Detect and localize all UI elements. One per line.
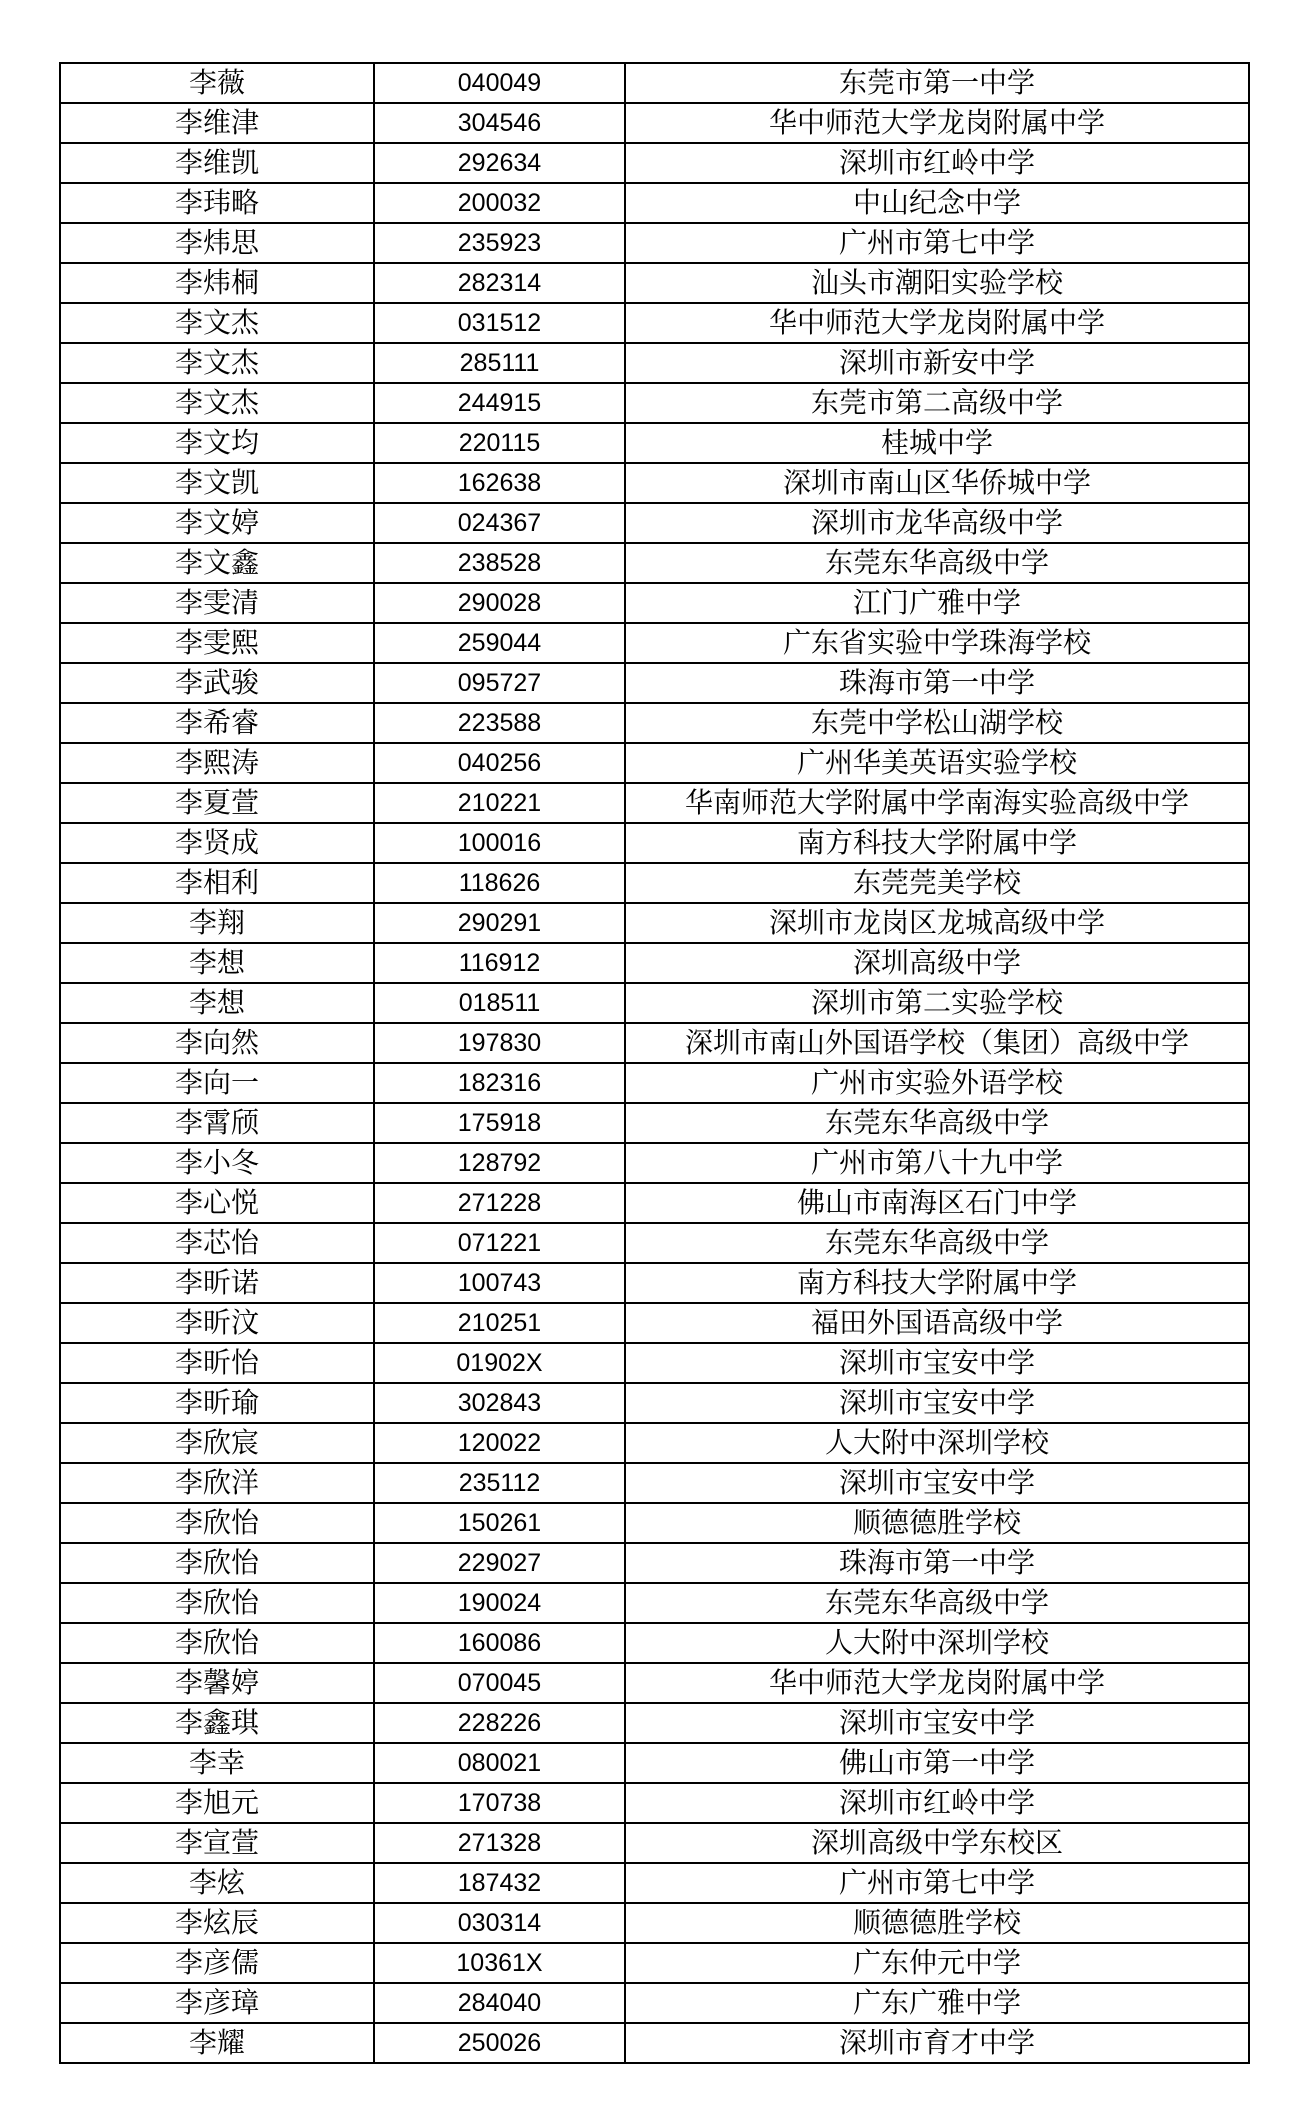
- student-id-cell: 160086: [374, 1623, 625, 1663]
- table-row: [60, 1783, 1249, 1823]
- school-name-cell: 深圳市红岭中学: [625, 143, 1249, 183]
- school-name-cell: 华南师范大学附属中学南海实验高级中学: [625, 783, 1249, 823]
- student-name-cell: 李心悦: [60, 1183, 374, 1223]
- table-row: [60, 1343, 1249, 1383]
- student-id-cell: 235112: [374, 1463, 625, 1503]
- table-row: [60, 143, 1249, 183]
- student-id-cell: 271228: [374, 1183, 625, 1223]
- student-id-cell: 210221: [374, 783, 625, 823]
- school-name-cell: 顺德德胜学校: [625, 1503, 1249, 1543]
- student-id-cell: 01902X: [374, 1343, 625, 1383]
- school-name-cell: 深圳市南山外国语学校（集团）高级中学: [625, 1023, 1249, 1063]
- school-name-cell: 福田外国语高级中学: [625, 1303, 1249, 1343]
- table-row: [60, 1023, 1249, 1063]
- school-name-cell: 广州市第七中学: [625, 1863, 1249, 1903]
- school-name-cell: 华中师范大学龙岗附属中学: [625, 1663, 1249, 1703]
- student-name-cell: 李霄颀: [60, 1103, 374, 1143]
- table-row: [60, 1623, 1249, 1663]
- student-id-cell: 024367: [374, 503, 625, 543]
- student-id-cell: 223588: [374, 703, 625, 743]
- student-id-cell: 100743: [374, 1263, 625, 1303]
- student-name-cell: 李想: [60, 943, 374, 983]
- school-name-cell: 广州市实验外语学校: [625, 1063, 1249, 1103]
- school-name-cell: 深圳市龙华高级中学: [625, 503, 1249, 543]
- table-row: [60, 1063, 1249, 1103]
- student-name-cell: 李鑫琪: [60, 1703, 374, 1743]
- school-name-cell: 广州市第八十九中学: [625, 1143, 1249, 1183]
- school-name-cell: 深圳市红岭中学: [625, 1783, 1249, 1823]
- student-name-cell: 李向一: [60, 1063, 374, 1103]
- roster-table: [59, 62, 1250, 2064]
- table-row: [60, 183, 1249, 223]
- school-name-cell: 顺德德胜学校: [625, 1903, 1249, 1943]
- school-name-cell: 深圳市宝安中学: [625, 1463, 1249, 1503]
- student-name-cell: 李昕瑜: [60, 1383, 374, 1423]
- table-row: [60, 423, 1249, 463]
- school-name-cell: 东莞东华高级中学: [625, 1223, 1249, 1263]
- table-row: [60, 703, 1249, 743]
- student-name-cell: 李昕汶: [60, 1303, 374, 1343]
- school-name-cell: 江门广雅中学: [625, 583, 1249, 623]
- table-row: [60, 463, 1249, 503]
- school-name-cell: 东莞中学松山湖学校: [625, 703, 1249, 743]
- student-id-cell: 10361X: [374, 1943, 625, 1983]
- table-row: [60, 383, 1249, 423]
- student-id-cell: 290291: [374, 903, 625, 943]
- student-name-cell: 李欣怡: [60, 1583, 374, 1623]
- table-row: [60, 1503, 1249, 1543]
- student-name-cell: 李芯怡: [60, 1223, 374, 1263]
- student-id-cell: 284040: [374, 1983, 625, 2023]
- table-row: [60, 1743, 1249, 1783]
- school-name-cell: 东莞莞美学校: [625, 863, 1249, 903]
- school-name-cell: 深圳市第二实验学校: [625, 983, 1249, 1023]
- student-name-cell: 李馨婷: [60, 1663, 374, 1703]
- table-row: [60, 1183, 1249, 1223]
- student-name-cell: 李薇: [60, 63, 374, 103]
- table-row: [60, 1823, 1249, 1863]
- student-name-cell: 李维凯: [60, 143, 374, 183]
- student-id-cell: 292634: [374, 143, 625, 183]
- table-row: [60, 1943, 1249, 1983]
- table-row: [60, 863, 1249, 903]
- student-name-cell: 李贤成: [60, 823, 374, 863]
- school-name-cell: 广东仲元中学: [625, 1943, 1249, 1983]
- student-id-cell: 040049: [374, 63, 625, 103]
- student-name-cell: 李相利: [60, 863, 374, 903]
- table-row: [60, 1143, 1249, 1183]
- table-row: [60, 103, 1249, 143]
- student-name-cell: 李耀: [60, 2023, 374, 2063]
- student-id-cell: 282314: [374, 263, 625, 303]
- table-row: [60, 543, 1249, 583]
- student-id-cell: 070045: [374, 1663, 625, 1703]
- student-name-cell: 李文均: [60, 423, 374, 463]
- school-name-cell: 南方科技大学附属中学: [625, 823, 1249, 863]
- student-id-cell: 271328: [374, 1823, 625, 1863]
- student-id-cell: 244915: [374, 383, 625, 423]
- student-name-cell: 李雯熙: [60, 623, 374, 663]
- student-name-cell: 李文杰: [60, 383, 374, 423]
- table-row: [60, 1303, 1249, 1343]
- school-name-cell: 中山纪念中学: [625, 183, 1249, 223]
- student-id-cell: 128792: [374, 1143, 625, 1183]
- student-id-cell: 197830: [374, 1023, 625, 1063]
- student-id-cell: 190024: [374, 1583, 625, 1623]
- student-name-cell: 李武骏: [60, 663, 374, 703]
- school-name-cell: 深圳高级中学: [625, 943, 1249, 983]
- school-name-cell: 广州华美英语实验学校: [625, 743, 1249, 783]
- school-name-cell: 深圳市宝安中学: [625, 1383, 1249, 1423]
- student-name-cell: 李炜桐: [60, 263, 374, 303]
- student-name-cell: 李欣洋: [60, 1463, 374, 1503]
- student-id-cell: 040256: [374, 743, 625, 783]
- school-name-cell: 深圳市宝安中学: [625, 1343, 1249, 1383]
- table-row: [60, 743, 1249, 783]
- student-id-cell: 229027: [374, 1543, 625, 1583]
- school-name-cell: 东莞东华高级中学: [625, 1103, 1249, 1143]
- student-name-cell: 李炫辰: [60, 1903, 374, 1943]
- student-id-cell: 220115: [374, 423, 625, 463]
- table-row: [60, 663, 1249, 703]
- table-row: [60, 1703, 1249, 1743]
- student-name-cell: 李欣怡: [60, 1503, 374, 1543]
- school-name-cell: 佛山市南海区石门中学: [625, 1183, 1249, 1223]
- student-name-cell: 李文凯: [60, 463, 374, 503]
- table-row: [60, 583, 1249, 623]
- student-id-cell: 182316: [374, 1063, 625, 1103]
- student-id-cell: 031512: [374, 303, 625, 343]
- student-name-cell: 李想: [60, 983, 374, 1023]
- school-name-cell: 深圳市育才中学: [625, 2023, 1249, 2063]
- student-id-cell: 304546: [374, 103, 625, 143]
- student-name-cell: 李维津: [60, 103, 374, 143]
- table-row: [60, 1983, 1249, 2023]
- student-name-cell: 李炜思: [60, 223, 374, 263]
- student-id-cell: 118626: [374, 863, 625, 903]
- table-row: [60, 1423, 1249, 1463]
- table-row: [60, 1103, 1249, 1143]
- school-name-cell: 人大附中深圳学校: [625, 1423, 1249, 1463]
- table-row: [60, 623, 1249, 663]
- student-name-cell: 李文鑫: [60, 543, 374, 583]
- table-row: [60, 1223, 1249, 1263]
- student-name-cell: 李雯清: [60, 583, 374, 623]
- student-name-cell: 李彦儒: [60, 1943, 374, 1983]
- school-name-cell: 东莞市第二高级中学: [625, 383, 1249, 423]
- student-id-cell: 250026: [374, 2023, 625, 2063]
- student-id-cell: 116912: [374, 943, 625, 983]
- school-name-cell: 珠海市第一中学: [625, 663, 1249, 703]
- student-id-cell: 187432: [374, 1863, 625, 1903]
- student-id-cell: 175918: [374, 1103, 625, 1143]
- student-name-cell: 李幸: [60, 1743, 374, 1783]
- school-name-cell: 华中师范大学龙岗附属中学: [625, 103, 1249, 143]
- table-row: [60, 903, 1249, 943]
- roster-sheet: [59, 62, 1250, 2064]
- student-id-cell: 228226: [374, 1703, 625, 1743]
- student-name-cell: 李欣怡: [60, 1543, 374, 1583]
- school-name-cell: 人大附中深圳学校: [625, 1623, 1249, 1663]
- student-id-cell: 120022: [374, 1423, 625, 1463]
- school-name-cell: 广州市第七中学: [625, 223, 1249, 263]
- school-name-cell: 汕头市潮阳实验学校: [625, 263, 1249, 303]
- student-name-cell: 李宣萱: [60, 1823, 374, 1863]
- student-id-cell: 302843: [374, 1383, 625, 1423]
- student-id-cell: 200032: [374, 183, 625, 223]
- school-name-cell: 东莞东华高级中学: [625, 543, 1249, 583]
- student-id-cell: 095727: [374, 663, 625, 703]
- table-row: [60, 1903, 1249, 1943]
- student-name-cell: 李欣宸: [60, 1423, 374, 1463]
- student-name-cell: 李翔: [60, 903, 374, 943]
- student-id-cell: 080021: [374, 1743, 625, 1783]
- student-name-cell: 李炫: [60, 1863, 374, 1903]
- student-id-cell: 235923: [374, 223, 625, 263]
- student-id-cell: 259044: [374, 623, 625, 663]
- table-row: [60, 503, 1249, 543]
- table-row: [60, 1543, 1249, 1583]
- student-id-cell: 210251: [374, 1303, 625, 1343]
- student-name-cell: 李小冬: [60, 1143, 374, 1183]
- school-name-cell: 深圳高级中学东校区: [625, 1823, 1249, 1863]
- student-id-cell: 285111: [374, 343, 625, 383]
- school-name-cell: 东莞东华高级中学: [625, 1583, 1249, 1623]
- table-row: [60, 943, 1249, 983]
- student-name-cell: 李玮略: [60, 183, 374, 223]
- school-name-cell: 南方科技大学附属中学: [625, 1263, 1249, 1303]
- student-id-cell: 162638: [374, 463, 625, 503]
- student-id-cell: 071221: [374, 1223, 625, 1263]
- table-row: [60, 783, 1249, 823]
- student-name-cell: 李文婷: [60, 503, 374, 543]
- student-name-cell: 李昕诺: [60, 1263, 374, 1303]
- table-row: [60, 263, 1249, 303]
- table-row: [60, 1383, 1249, 1423]
- school-name-cell: 广东省实验中学珠海学校: [625, 623, 1249, 663]
- student-name-cell: 李昕怡: [60, 1343, 374, 1383]
- student-id-cell: 170738: [374, 1783, 625, 1823]
- student-name-cell: 李文杰: [60, 343, 374, 383]
- table-row: [60, 1263, 1249, 1303]
- school-name-cell: 东莞市第一中学: [625, 63, 1249, 103]
- student-id-cell: 290028: [374, 583, 625, 623]
- school-name-cell: 华中师范大学龙岗附属中学: [625, 303, 1249, 343]
- table-row: [60, 823, 1249, 863]
- school-name-cell: 广东广雅中学: [625, 1983, 1249, 2023]
- school-name-cell: 深圳市南山区华侨城中学: [625, 463, 1249, 503]
- student-id-cell: 030314: [374, 1903, 625, 1943]
- table-row: [60, 2023, 1249, 2063]
- student-name-cell: 李希睿: [60, 703, 374, 743]
- student-name-cell: 李旭元: [60, 1783, 374, 1823]
- student-name-cell: 李文杰: [60, 303, 374, 343]
- student-name-cell: 李熙涛: [60, 743, 374, 783]
- table-row: [60, 303, 1249, 343]
- student-name-cell: 李夏萱: [60, 783, 374, 823]
- table-row: [60, 223, 1249, 263]
- table-row: [60, 1463, 1249, 1503]
- student-id-cell: 100016: [374, 823, 625, 863]
- school-name-cell: 深圳市宝安中学: [625, 1703, 1249, 1743]
- school-name-cell: 桂城中学: [625, 423, 1249, 463]
- table-row: [60, 1663, 1249, 1703]
- student-id-cell: 238528: [374, 543, 625, 583]
- table-row: [60, 343, 1249, 383]
- table-row: [60, 1863, 1249, 1903]
- table-row: [60, 983, 1249, 1023]
- student-name-cell: 李欣怡: [60, 1623, 374, 1663]
- school-name-cell: 深圳市新安中学: [625, 343, 1249, 383]
- table-row: [60, 63, 1249, 103]
- school-name-cell: 佛山市第一中学: [625, 1743, 1249, 1783]
- student-id-cell: 150261: [374, 1503, 625, 1543]
- student-id-cell: 018511: [374, 983, 625, 1023]
- school-name-cell: 深圳市龙岗区龙城高级中学: [625, 903, 1249, 943]
- student-name-cell: 李彦璋: [60, 1983, 374, 2023]
- school-name-cell: 珠海市第一中学: [625, 1543, 1249, 1583]
- table-row: [60, 1583, 1249, 1623]
- roster-body: [60, 63, 1249, 2063]
- student-name-cell: 李向然: [60, 1023, 374, 1063]
